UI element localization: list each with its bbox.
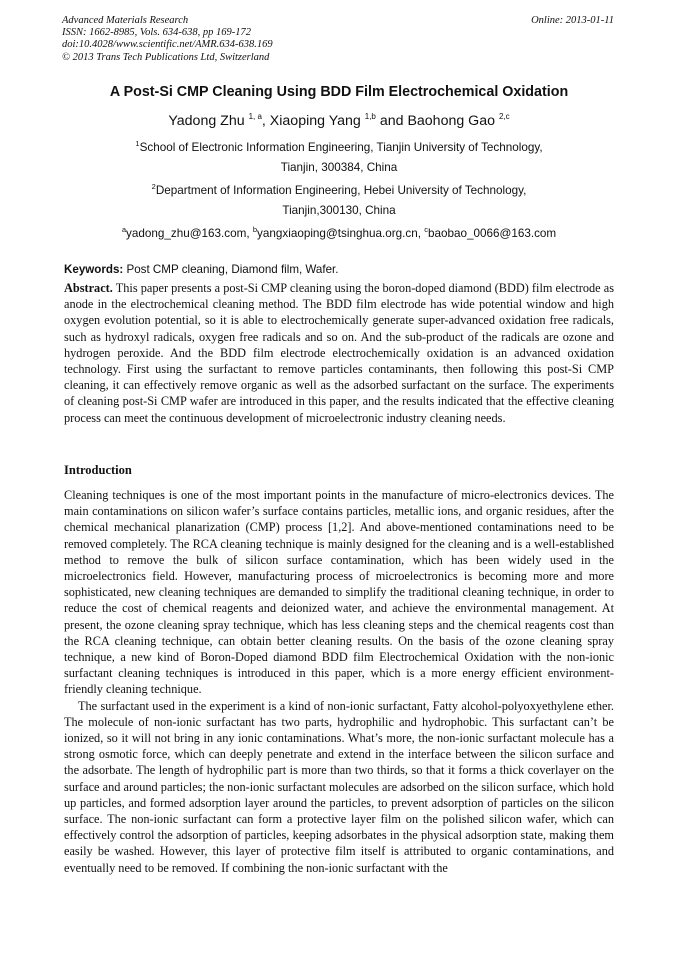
abstract xyxy=(64,280,614,426)
intro-paragraph-1: Cleaning techniques is one of the most important points in the manufacture of micro-electronics devices. The main contaminations on silicon wafer’s surface contains particles, metallic ions, and organic residues, after the chemical mechanical planarization (CMP) process [1,2]. And above-mentioned contaminations need to be removed completely. The RCA cleaning technique is mainly designed for the cleaning and is a well-established method to remove the bulk of silicon surface contamination, which has been widely used in the microelectronics field. However, manufacturing process of microelectronics is becoming more and more sophisticated, new cleaning techniques are demanded to simplify the traditional cleaning technique, in order to reduce the cost of chemical reagents and deionized water, and achieve the environmental management. At present, the ozone cleaning spray technique, which has less cleaning steps and the chemical reagents cost than the RCA cleaning technique, can obtain better cleaning results. On the basis of the ozone cleaning spray technique, a new kind of Boron-Doped diamond BDD film Electrochemical Oxidation with the non-ionic surfactant cleaning techniques is introduced in this paper, which is a more energy efficient environment-friendly cleaning technique. xyxy=(64,488,614,697)
email-superscript: c xyxy=(424,225,428,234)
author-list xyxy=(20,112,658,129)
email-address: yangxiaoping@tsinghua.org.cn, xyxy=(257,227,425,240)
affiliation-text: School of Electronic Information Engineering, Tianjin University of Technology, xyxy=(139,141,543,154)
email-address: baobao_0066@163.com xyxy=(427,227,557,240)
email-line xyxy=(20,225,658,240)
affiliation-2-line-2: Tianjin,300130, China xyxy=(282,204,396,217)
email-address: yadong_zhu@163.com, xyxy=(126,227,253,240)
intro-paragraph-2: The surfactant used in the experiment is a kind of non-ionic surfactant, Fatty alcohol-polyoxyethylene ether. The molecule of non-ionic surfactant has two parts, hydrophilic and hydrophobic. This surfactant can’t be ionized, so it will not bring in any ionic contaminations. What’s more, the non-ionic surfactant molecule has a strong osmotic force, which can deeply penetrate and extend in the interface between the silicon surface and the adsorbate. The length of hydrophilic part is more than two thirds, so that it forms a thick coverlayer on the surface and around particles; the non-ionic surfactant molecules are adsorbed on the silicon surface, which hold up particles, and formed adsorption layer around the particles, to prevent adsorption of particles on the silicon surface. The non-ionic surfactant can form a protective layer film on the polished silicon wafer, which can effectively control the adsorption of particles, keeping adsorbates in the physical adsorption state, making them easily be washed. However, this layer of protective film itself is attributed to organic contaminations, and eventually need to be removed. If combining the non-ionic surfactant with the xyxy=(64,698,614,875)
journal-header xyxy=(62,15,273,64)
paper-title: A Post-Si CMP Cleaning Using BDD Film Electrochemical Oxidation xyxy=(109,84,569,100)
affiliation-1-line-1 xyxy=(20,139,658,154)
keywords xyxy=(64,263,614,276)
affiliation-superscript: 1 xyxy=(135,139,140,148)
abstract-paragraph xyxy=(64,280,614,426)
keywords-label: Keywords: xyxy=(64,263,124,276)
author-name: Xiaoping Yang xyxy=(269,113,361,129)
author-name: Yadong Zhu xyxy=(168,113,245,129)
introduction-body xyxy=(64,487,614,876)
online-date: Online: 2013-01-11 xyxy=(531,15,614,26)
email-superscript: a xyxy=(121,225,126,234)
abstract-label: Abstract. xyxy=(64,281,113,295)
author-name: Baohong Gao xyxy=(407,113,496,129)
abstract-text: This paper presents a post-Si CMP cleaning using the boron-doped diamond (BDD) film electrode as anode in the electrochemical cleaning method. The BDD film electrode has wide potential window and high oxygen evolution potential, so it is able to electrochemically generate super-advanced oxidation free radicals, such as hydroxyl radicals, oxygen free radicals and so on. And the sub-product of the radicals are ozone and hydrogen peroxide. And the BDD film electrode electrochemically oxidation is an advanced oxidation technology. First using the surfactant to remove particles contaminants, then following this post-Si CMP cleaning, it can effectively remove organic as well as the adsorbed surfactant on the surface. The experiments of cleaning post-Si CMP wafer are introduced in this paper, and the results indicated that the effective cleaning process can meet the continuous development of microelectronic industry cleaning needs. xyxy=(64,281,614,425)
author-superscript: 2,c xyxy=(498,112,510,121)
affiliation-superscript: 2 xyxy=(151,182,156,191)
author-separator: and xyxy=(375,113,408,129)
doi-line: doi:10.4028/www.scientific.net/AMR.634-638.169 xyxy=(62,39,273,51)
journal-name: Advanced Materials Research xyxy=(62,15,189,26)
copyright-line: © 2013 Trans Tech Publications Ltd, Switzerland xyxy=(62,51,270,63)
author-superscript: 1, a xyxy=(248,112,262,121)
keywords-text: Post CMP cleaning, Diamond film, Wafer. xyxy=(123,263,339,276)
author-separator: , xyxy=(261,113,270,129)
author-superscript: 1,b xyxy=(364,112,376,121)
affiliation-text: Department of Information Engineering, Hebei University of Technology, xyxy=(155,184,527,197)
section-heading-introduction: Introduction xyxy=(64,463,132,477)
issn-line: ISSN: 1662-8985, Vols. 634-638, pp 169-172 xyxy=(62,27,251,39)
affiliation-2-line-1 xyxy=(20,182,658,197)
affiliation-1-line-2: Tianjin, 300384, China xyxy=(280,161,398,174)
email-superscript: b xyxy=(252,225,258,234)
